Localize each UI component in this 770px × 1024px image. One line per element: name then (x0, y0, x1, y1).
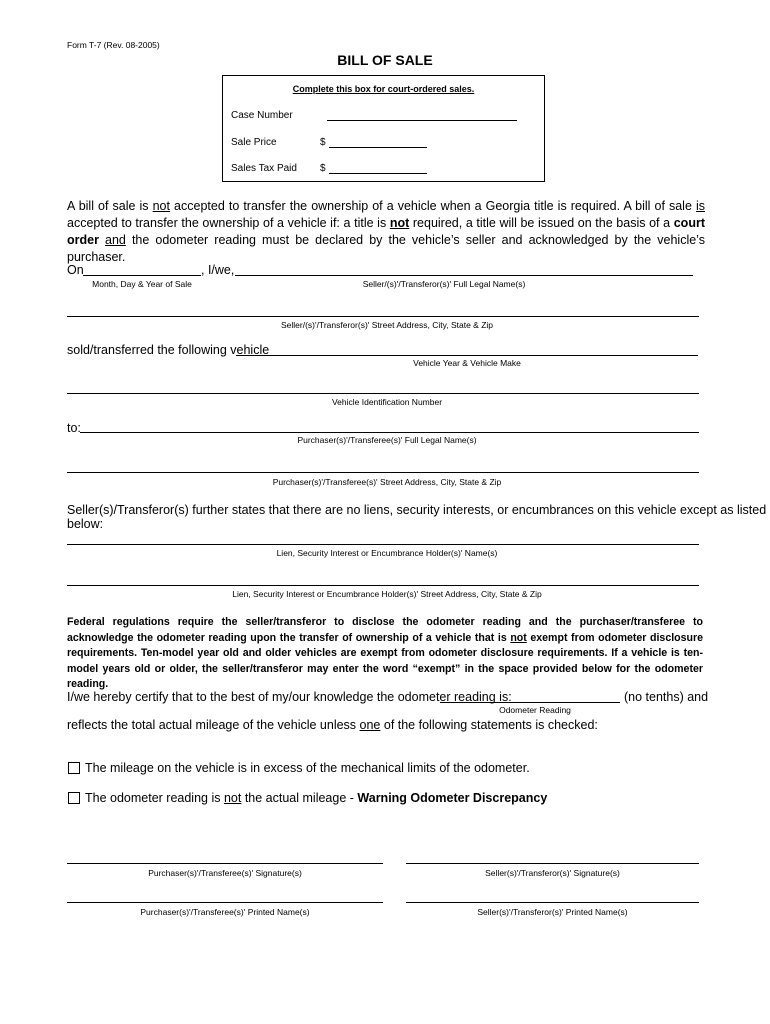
case-number-field[interactable] (327, 120, 517, 121)
vehicle-field[interactable] (236, 355, 698, 356)
odometer-certify-text: I/we hereby certify that to the best of my/our knowledge the odometer reading is: (67, 690, 512, 704)
sale-price-dollar: $ (320, 137, 326, 148)
seller-name-field[interactable] (235, 275, 693, 276)
seller-printed-name-caption: Seller(s)'/Transferor(s)' Printed Name(s) (477, 907, 628, 917)
on-label: On (67, 263, 84, 277)
lien-name-field[interactable] (67, 544, 699, 545)
purchaser-signature-field[interactable] (67, 863, 383, 864)
lien-address-caption: Lien, Security Interest or Encumbrance Holder(s)' Street Address, City, State & Zip (232, 589, 542, 599)
not-actual-mileage-label: The odometer reading is not the actual mileage - Warning Odometer Discrepancy (85, 791, 548, 805)
excess-mileage-label: The mileage on the vehicle is in excess of the mechanical limits of the odometer. (85, 761, 530, 775)
seller-name-caption: Seller/(s)'/Transferor(s)' Full Legal Name(s) (362, 279, 526, 289)
vin-field[interactable] (67, 393, 699, 394)
not-actual-mileage-checkbox[interactable] (68, 792, 80, 804)
purchaser-address-field[interactable] (67, 472, 699, 473)
seller-address-caption: Seller/(s)'/Transferor(s)' Street Address, City, State & Zip (280, 320, 494, 330)
form-id: Form T-7 (Rev. 08-2005) (67, 40, 160, 50)
sale-price-label: Sale Price (231, 137, 277, 148)
purchaser-printed-name-field[interactable] (67, 902, 383, 903)
sold-transferred-label: sold/transferred the following vehicle (67, 343, 270, 357)
odometer-reading-field[interactable] (440, 702, 620, 703)
no-tenths-label: (no tenths) and (624, 690, 709, 704)
document-title: BILL OF SALE (337, 52, 433, 68)
liens-statement: Seller(s)/Transferor(s) further states that there are no liens, security interests, or encumbrances on this vehicle except as listed below: (67, 503, 767, 531)
sales-tax-label: Sales Tax Paid (231, 163, 297, 174)
seller-signature-field[interactable] (406, 863, 699, 864)
odometer-reading-caption: Odometer Reading (499, 705, 571, 715)
vin-caption: Vehicle Identification Number (331, 397, 443, 407)
seller-address-field[interactable] (67, 316, 699, 317)
sales-tax-dollar: $ (320, 163, 326, 174)
lien-address-field[interactable] (67, 585, 699, 586)
reflects-mileage-text: reflects the total actual mileage of the vehicle unless one of the following statements is checked: (67, 718, 598, 732)
sale-date-field[interactable] (83, 275, 201, 276)
purchaser-signature-caption: Purchaser(s)'/Transferee(s)' Signature(s) (148, 868, 302, 878)
purchaser-name-caption: Purchaser(s)'/Transferee(s)' Full Legal Name(s) (297, 435, 477, 445)
purchaser-address-caption: Purchaser(s)'/Transferee(s)' Street Address, City, State & Zip (272, 477, 502, 487)
iwe-label: , I/we, (201, 263, 235, 277)
case-number-label: Case Number (231, 110, 293, 121)
vehicle-caption: Vehicle Year & Vehicle Make (413, 358, 521, 368)
court-box-heading: Complete this box for court-ordered sales. (292, 84, 475, 94)
seller-printed-name-field[interactable] (406, 902, 699, 903)
to-label: to: (67, 421, 81, 435)
court-ordered-box (222, 75, 545, 182)
sales-tax-field[interactable] (329, 173, 427, 174)
purchaser-name-field[interactable] (80, 432, 699, 433)
intro-paragraph: A bill of sale is not accepted to transfer the ownership of a vehicle when a Georgia title is required. A bill of sale is accepted to transfer the ownership of a vehicle if: a title is not required, a title will be issued on the basis of a court order and the odometer reading must be declared by the vehicle’s seller and acknowledged by the vehicle’s purchaser. (67, 199, 706, 264)
lien-name-caption: Lien, Security Interest or Encumbrance Holder(s)' Name(s) (276, 548, 498, 558)
seller-signature-caption: Seller(s)'/Transferor(s)' Signature(s) (485, 868, 620, 878)
date-caption: Month, Day & Year of Sale (92, 279, 192, 289)
federal-regulations-paragraph: Federal regulations require the seller/transferor to disclose the odometer reading and the purchaser/transferee to acknowledge the odometer reading upon the transfer of ownership of a vehicle that is not exempt from odometer disclosure requirements. Ten-model year old and older vehicles are exempt from odometer disclosure requirements. If a vehicle is ten-model years old or older, the seller/transferor may enter the word “exempt” in the space provided below for the odometer reading. (67, 616, 703, 690)
purchaser-printed-name-caption: Purchaser(s)'/Transferee(s)' Printed Name(s) (140, 907, 310, 917)
sale-price-field[interactable] (329, 147, 427, 148)
excess-mileage-checkbox[interactable] (68, 762, 80, 774)
